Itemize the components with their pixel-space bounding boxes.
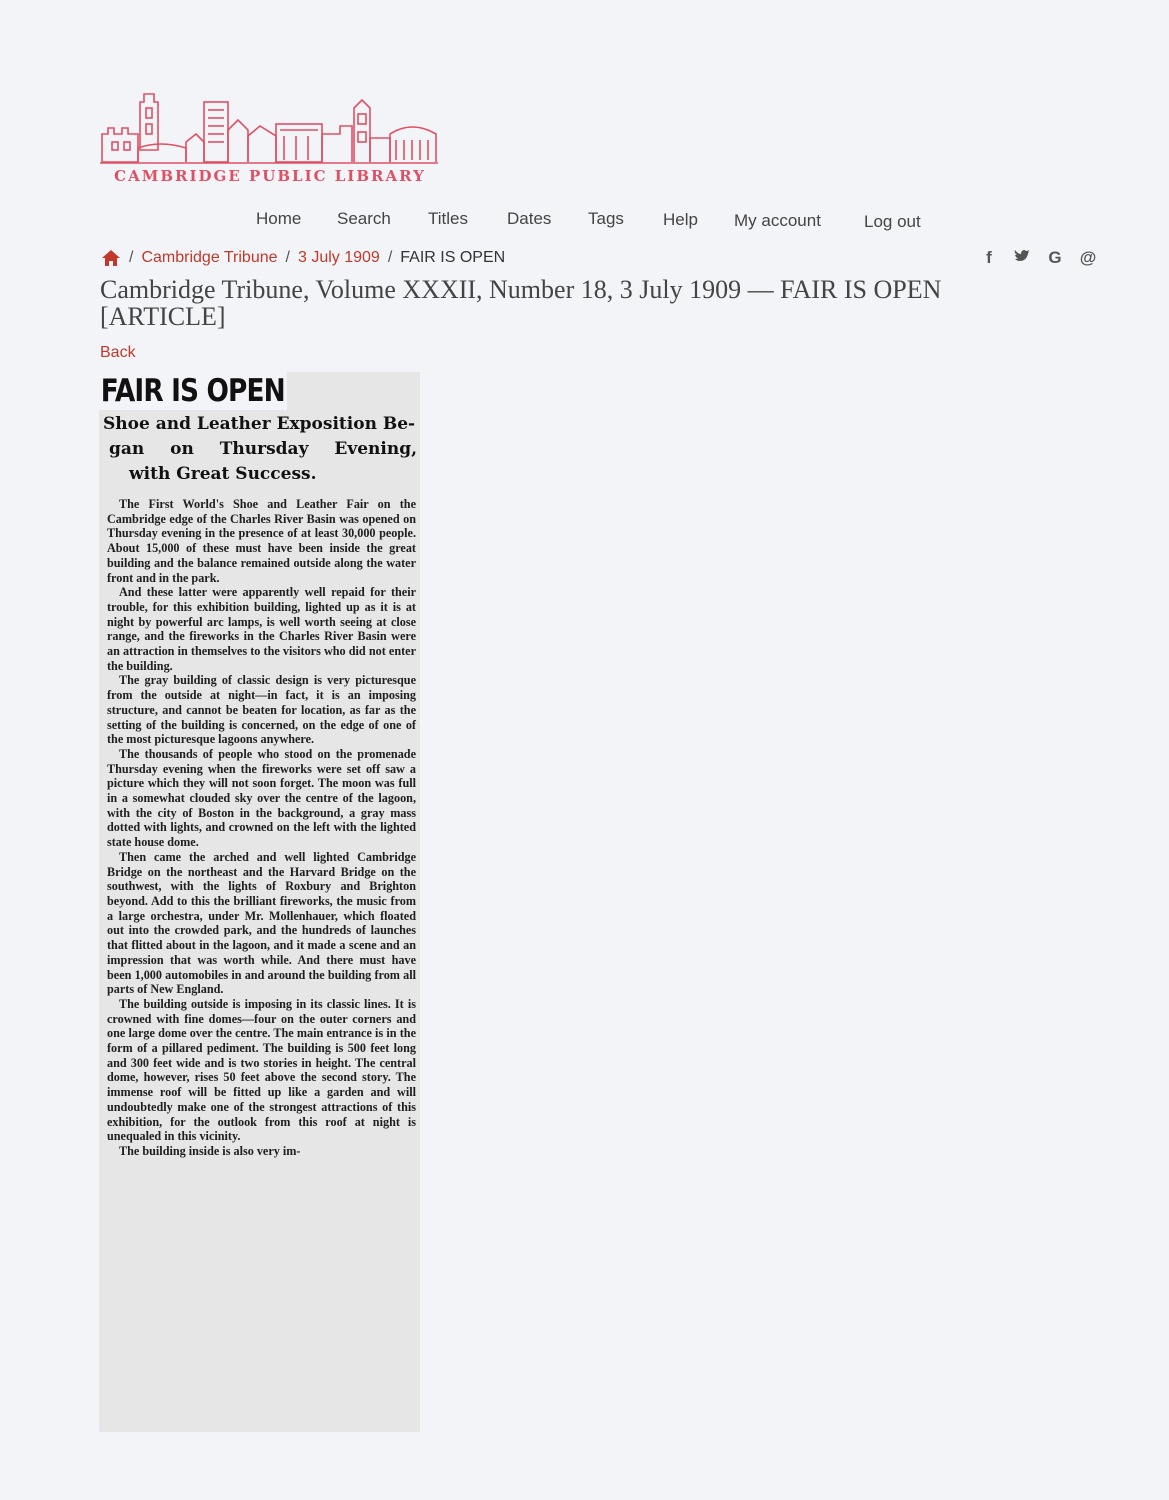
breadcrumb-date[interactable]: 3 July 1909 <box>297 249 380 266</box>
share-icons <box>980 248 1097 268</box>
nav-dates[interactable]: Dates <box>507 209 552 228</box>
twitter-icon[interactable] <box>1013 248 1031 268</box>
article-paragraph: The building outside is imposing in its classic lines. It is crowned with fine domes—four on the outer corners and one large dome over the centre. The main entrance is in the form of a pillared pediment. The building is 500 feet long and 300 feet wide and is two stories in height. The central dome, however, rises 50 feet above the second story. The immense roof will be fitted up like a garden and will undoubtedly make one of the strongest attractions of this exhibition, for the outlook from this roof at night is unequaled in this vicinity. <box>107 996 416 1144</box>
back-link[interactable]: Back <box>100 344 136 361</box>
article-headline: FAIR IS OPEN <box>100 373 285 409</box>
skyline-icon <box>100 90 440 166</box>
nav-tags[interactable]: Tags <box>588 209 624 228</box>
library-logo[interactable] <box>100 90 440 190</box>
breadcrumb-separator: / <box>387 249 393 266</box>
subhead-line: gan on Thursday Evening, <box>109 439 417 459</box>
subhead-line: Shoe and Leather Exposition Be- <box>103 414 416 434</box>
article-paragraph: The First World's Shoe and Leather Fair on the Cambridge edge of the Charles River Basin was opened on Thursday evening in the presence of at least 30,000 people. About 15,000 of these must have been inside the great building and the balance remained outside along the water front and in the park. <box>107 497 416 585</box>
article-clipping <box>99 372 420 1432</box>
article-paragraph: Then came the arched and well lighted Cambridge Bridge on the northeast and the Harvard Bridge on the southwest, with the lights of Roxbury and Brighton beyond. Add to this the brilliant fireworks, the music from a large orchestra, under Mr. Mollenhauer, which floated out into the crowded park, and the hundreds of launches that flitted about in the lagoon, and it made a scene and an impression that was worth while. And there must have been 1,000 automobiles in and around the building from all parts of New England. <box>107 849 416 997</box>
google-icon[interactable]: G <box>1048 248 1062 267</box>
nav-help[interactable]: Help <box>663 210 698 229</box>
article-body <box>107 497 416 1159</box>
subhead-line: with Great Success. <box>129 464 317 484</box>
breadcrumb-separator: / <box>129 249 134 266</box>
article-paragraph: And these latter were apparently well repaid for their trouble, for this exhibition building, lighted up as it is at night by powerful arc lamps, is well worth seeing at close range, and the fireworks in the Charles River Basin were an attraction in themselves to the visitors who did not enter the building. <box>107 585 416 673</box>
article-paragraph: The thousands of people who stood on the promenade Thursday evening when the fireworks were set off saw a picture which they will not soon forget. The moon was full in a somewhat clouded sky over the centre of the lagoon, with the city of Boston in the background, a gray mass dotted with lights, and crowned on the left with the lighted state house dome. <box>107 746 416 850</box>
breadcrumb-separator: / <box>285 249 290 266</box>
article-paragraph: The building inside is also very im- <box>119 1143 301 1158</box>
logo-text: CAMBRIDGE PUBLIC LIBRARY <box>114 167 426 185</box>
nav-titles[interactable]: Titles <box>428 209 468 228</box>
breadcrumb-current: FAIR IS OPEN <box>400 249 506 266</box>
nav-log-out[interactable]: Log out <box>864 212 921 231</box>
breadcrumb-publication[interactable]: Cambridge Tribune <box>141 249 278 266</box>
article-paragraph: The gray building of classic design is very picturesque from the outside at night—in fact, it is an imposing structure, and cannot be beaten for location, as far as the setting of the building is concerned, on the edge of one of the most picturesque lagoons anywhere. <box>107 673 416 747</box>
home-icon[interactable] <box>101 249 121 267</box>
nav-search[interactable]: Search <box>337 209 391 228</box>
nav-home[interactable]: Home <box>256 209 302 228</box>
email-icon[interactable]: @ <box>1079 248 1097 267</box>
facebook-icon[interactable]: f <box>986 248 992 267</box>
nav-my-account[interactable]: My account <box>734 211 821 230</box>
article-subhead <box>103 412 417 487</box>
page-title: Cambridge Tribune, Volume XXXII, Number 18, 3 July 1909 — FAIR IS OPEN [ARTICLE] <box>100 275 942 331</box>
breadcrumb <box>101 247 505 269</box>
